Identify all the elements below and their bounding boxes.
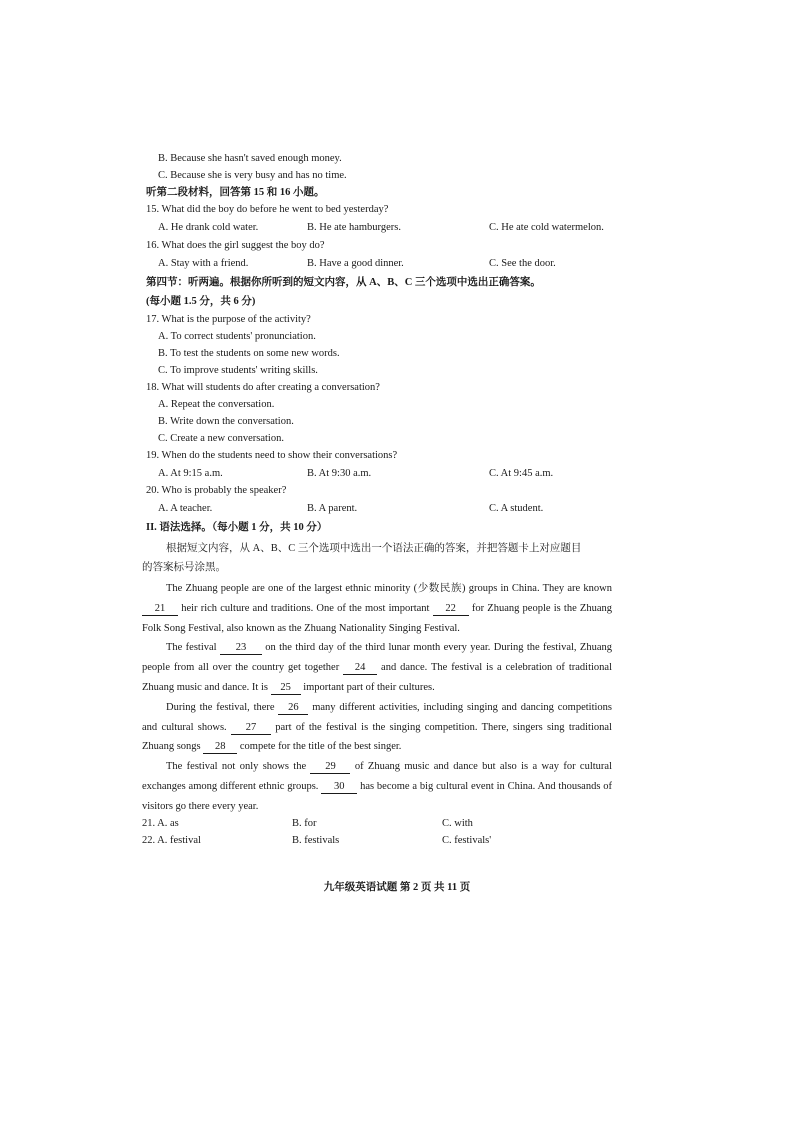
- q17-option-c: C. To improve students' writing skills.: [158, 365, 318, 376]
- material2-instruction: 听第二段材料，回答第 15 和 16 小题。: [146, 187, 325, 198]
- blank-23: 23: [220, 641, 262, 655]
- passage-text: heir rich culture and traditions. One of the most important: [178, 602, 433, 614]
- blank-24: 24: [343, 661, 377, 675]
- q20-option-c: C. A student.: [489, 503, 544, 514]
- q19-stem: 19. When do the students need to show their conversations?: [146, 450, 398, 461]
- passage-paragraph-3: [142, 698, 612, 757]
- q20-stem: 20. Who is probably the speaker?: [146, 485, 287, 496]
- blank-29: 29: [310, 760, 350, 774]
- q17-stem: 17. What is the purpose of the activity?: [146, 314, 311, 325]
- blank-26: 26: [278, 701, 308, 715]
- blank-21: 21: [142, 602, 178, 616]
- passage-text: has become a big cultural event in China. And thousands of visitors go there every year.: [142, 780, 613, 812]
- q15-stem: 15. What did the boy do before he went to bed yesterday?: [146, 204, 389, 215]
- q17-option-b: B. To test the students on some new words.: [158, 348, 340, 359]
- grammar-instruction-line1: 根据短文内容，从 A、B、C 三个选项中选出一个语法正确的答案，并把答题卡上对应题目: [166, 543, 582, 554]
- blank-27: 27: [231, 721, 271, 735]
- q18-option-a: A. Repeat the conversation.: [158, 399, 275, 410]
- q21-option-c: C. with: [442, 818, 473, 829]
- q16-stem: 16. What does the girl suggest the boy do?: [146, 240, 325, 251]
- q20-option-a: A. A teacher.: [158, 503, 213, 514]
- q17-option-a: A. To correct students' pronunciation.: [158, 331, 316, 342]
- q22-option-c: C. festivals': [442, 835, 492, 846]
- passage-paragraph-2: [142, 638, 612, 697]
- blank-25: 25: [271, 681, 301, 695]
- q14-option-b: B. Because she hasn't saved enough money.: [158, 153, 342, 164]
- blank-28: 28: [203, 740, 237, 754]
- q18-option-c: C. Create a new conversation.: [158, 433, 284, 444]
- q18-option-b: B. Write down the conversation.: [158, 416, 294, 427]
- passage-text: many different activities, including singing and dancing competitions and cultural shows.: [142, 701, 612, 733]
- passage-text: of Zhuang music and dance but also is a way for cultural exchanges among different ethnic groups.: [142, 761, 612, 792]
- passage-text: part of the festival is the singing competition. There, singers sing traditional Zhuang songs: [142, 721, 612, 753]
- section4-points: (每小题 1.5 分，共 6 分): [146, 296, 256, 307]
- blank-30: 30: [321, 780, 357, 794]
- q16-option-a: A. Stay with a friend.: [158, 258, 249, 269]
- passage-text: on the third day of the third lunar month every year. During the festival, Zhuang people from all over the country get together: [142, 642, 612, 674]
- q15-option-b: B. He ate hamburgers.: [307, 222, 401, 233]
- passage-text: important part of their cultures.: [300, 681, 435, 693]
- q16-option-c: C. See the door.: [489, 258, 556, 269]
- q15-option-c: C. He ate cold watermelon.: [489, 222, 604, 233]
- q15-option-a: A. He drank cold water.: [158, 222, 259, 233]
- page-footer: 九年级英语试题 第 2 页 共 11 页: [323, 882, 471, 893]
- q21-option-a: 21. A. as: [142, 818, 179, 829]
- q19-option-c: C. At 9:45 a.m.: [489, 468, 554, 479]
- passage-paragraph-1: [142, 579, 612, 638]
- q20-option-b: B. A parent.: [307, 503, 358, 514]
- passage-paragraph-4: [142, 757, 612, 816]
- passage-text: The festival not only shows the: [166, 761, 311, 773]
- q19-option-b: B. At 9:30 a.m.: [307, 468, 372, 479]
- q18-stem: 18. What will students do after creating a conversation?: [146, 382, 380, 393]
- passage-text: During the festival, there: [166, 701, 279, 713]
- passage-text: for Zhuang people is the Zhuang Folk Song Festival, also known as the Zhuang Nationality Singing Festival.: [142, 602, 613, 634]
- passage-text: and dance. The festival is a celebration of traditional Zhuang music and dance. It is: [142, 662, 612, 693]
- blank-22: 22: [433, 602, 469, 616]
- grammar-heading: II. 语法选择。（每小题 1 分，共 10 分）: [146, 522, 328, 533]
- q16-option-b: B. Have a good dinner.: [307, 258, 404, 269]
- grammar-passage: [142, 579, 612, 817]
- passage-text: The festival: [166, 642, 220, 654]
- q14-option-c: C. Because she is very busy and has no time.: [158, 170, 347, 181]
- q21-option-b: B. for: [292, 818, 317, 829]
- grammar-instruction-line2: 的答案标号涂黑。: [142, 562, 226, 573]
- section4-title: 第四节：听两遍。根据你所听到的短文内容，从 A、B、C 三个选项中选出正确答案。: [146, 277, 541, 288]
- q22-option-b: B. festivals: [292, 835, 340, 846]
- q19-option-a: A. At 9:15 a.m.: [158, 468, 223, 479]
- passage-text: compete for the title of the best singer.: [237, 741, 402, 753]
- q22-option-a: 22. A. festival: [142, 835, 201, 846]
- passage-text: The Zhuang people are one of the largest ethnic minority (少数民族) groups in China. They are known: [166, 583, 612, 594]
